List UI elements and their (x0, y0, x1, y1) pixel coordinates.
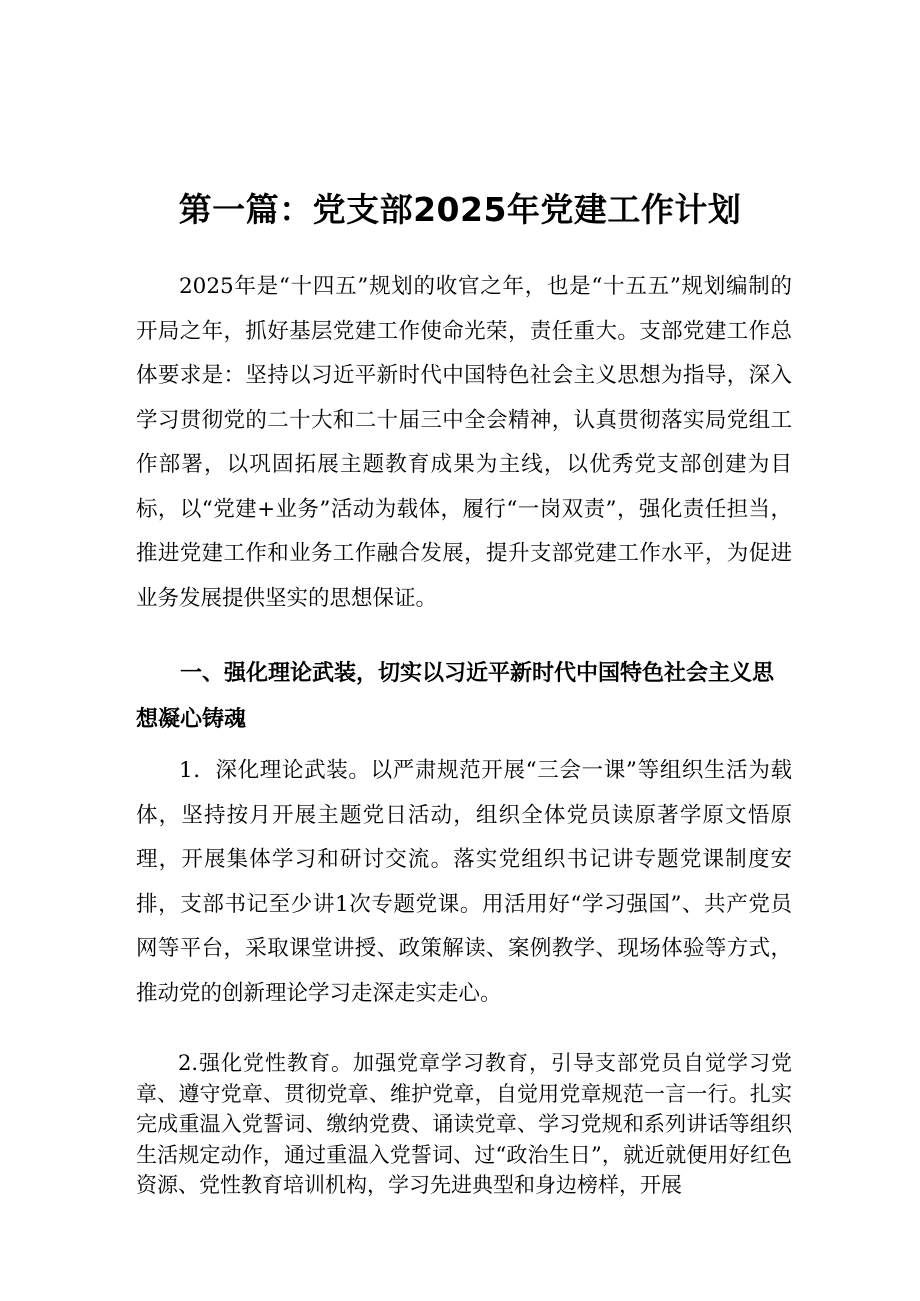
page-title: 第一篇：党支部2025年党建工作计划 (178, 190, 742, 230)
intro-paragraph: 2025年是“十四五”规划的收官之年，也是“十五五”规划编制的开局之年，抓好基层党建工作使命光荣，责任重大。支部党建工作总体要求是：坚持以习近平新时代中国特色社会主义思想为指导，深入学习贯彻党的二十大和二十届三中全会精神，认真贯彻落实局党组工作部署，以巩固拓展主题教育成果为主线，以优秀党支部创建为目标，以“党建+业务”活动为载体，履行“一岗双责”，强化责任担当，推进党建工作和业务工作融合发展，提升支部党建工作水平，为促进业务发展提供坚实的思想保证。 (136, 274, 792, 611)
section-item-1: 1．深化理论武装。以严肃规范开展“三会一课”等组织生活为载体，坚持按月开展主题党日活动，组织全体党员读原著学原文悟原理，开展集体学习和研讨交流。落实党组织书记讲专题党课制度安排，支部书记至少讲1次专题党课。用活用好“学习强国”、共产党员网等平台，采取课堂讲授、政策解读、案例教学、现场体验等方式，推动党的创新理论学习走深走实走心。 (136, 758, 792, 1006)
section-item-2: 2.强化党性教育。加强党章学习教育，引导支部党员自觉学习党章、遵守党章、贯彻党章、维护党章，自觉用党章规范一言一行。扎实完成重温入党誓词、缴纳党费、诵读党章、学习党规和系列讲话等组织生活规定动作，通过重温入党誓词、过“政治生日”，就近就便用好红色资源、党性教育培训机构，学习先进典型和身边榜样，开展 (136, 1051, 792, 1197)
section-heading: 一、强化理论武装，切实以习近平新时代中国特色社会主义思想凝心铸魂 (136, 661, 775, 732)
